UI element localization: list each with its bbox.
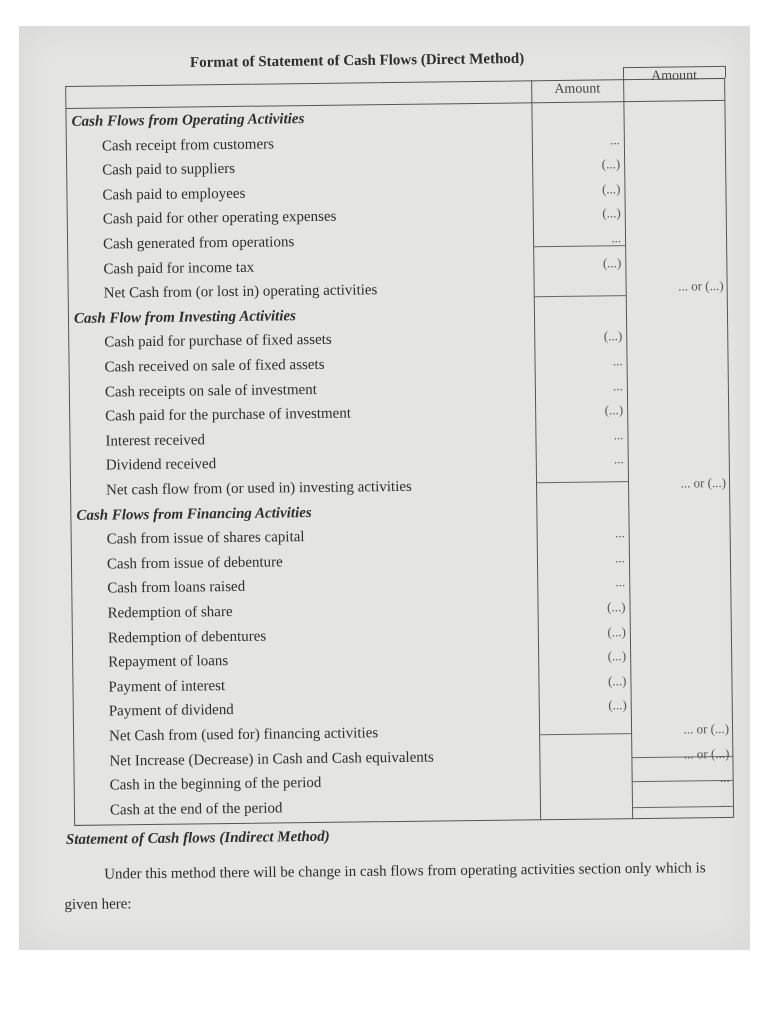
- amount-cell-1: ...: [611, 230, 622, 246]
- amount-cell-2: [626, 348, 724, 349]
- amount-cell-2: ...: [719, 770, 730, 786]
- row-label: Cash from issue of shares capital: [106, 529, 305, 548]
- amount-cell-1: (...): [607, 599, 626, 615]
- amount-cell-2: [630, 619, 728, 620]
- amount-cell-1: ...: [613, 451, 624, 467]
- amount-cell-2: ... or (...): [680, 474, 727, 491]
- row-label: Dividend received: [105, 456, 217, 474]
- amount-cell-2: ... or (...): [683, 745, 730, 762]
- amount-cell-1: (...): [603, 328, 623, 344]
- row-label: Payment of interest: [108, 677, 226, 696]
- amount-cell-2: [624, 176, 722, 177]
- amount-cell-2: [629, 594, 727, 595]
- amount-cell-2: [630, 668, 728, 669]
- row-label: Cash at the end of the period: [109, 800, 283, 819]
- amount-cell-2: [629, 520, 727, 521]
- row-label: Cash from issue of debenture: [106, 554, 283, 573]
- amount-cell-2: [624, 151, 722, 152]
- amount-cell-1: ...: [615, 549, 626, 566]
- amount-cell-1: (...): [607, 623, 626, 640]
- amount-cell-1: [540, 767, 628, 768]
- amount-cell-1: ...: [613, 427, 624, 443]
- amount-cell-2: [628, 446, 726, 447]
- amount-cell-1: (...): [602, 254, 622, 271]
- amount-cell-2: ... or (...): [683, 720, 730, 737]
- amount-cell-1: ...: [615, 574, 626, 590]
- row-label: Net Increase (Decrease) in Cash and Cash equivalents: [109, 749, 434, 770]
- amount-cell-2: [631, 692, 729, 693]
- amount-cell-2: [623, 102, 721, 103]
- amount-cell-1: [531, 103, 619, 104]
- statement-title: Format of Statement of Cash Flows (Direct Method): [189, 50, 525, 71]
- amount-cell-1: (...): [601, 181, 621, 197]
- amount-cell-1: (...): [602, 205, 621, 221]
- row-label: Redemption of share: [107, 603, 233, 622]
- amount-cell-1: (...): [601, 156, 621, 172]
- amount-cell-2: [624, 127, 722, 128]
- row-label: Cash paid for purchase of fixed assets: [104, 332, 332, 351]
- row-label: Cash paid to employees: [102, 185, 246, 204]
- amount-cell-1: [534, 300, 622, 301]
- amount-cell-2: [625, 225, 723, 226]
- row-label: Cash paid for income tax: [103, 259, 255, 278]
- amount-cell-2: [626, 299, 724, 300]
- row-label: Net Cash from (or lost in) operating activities: [103, 282, 378, 302]
- row-label: Net cash flow from (or used in) investing activities: [105, 478, 412, 499]
- row-label: Net Cash from (used for) financing activities: [108, 725, 379, 745]
- amount-cell-1: [539, 743, 627, 744]
- row-label: Cash from loans raised: [107, 579, 246, 597]
- amount-cell-2: [625, 200, 723, 201]
- amount-cell-2: ...: [720, 794, 731, 810]
- row-label: Cash paid to suppliers: [102, 161, 236, 179]
- amount-cell-2: [630, 643, 728, 644]
- row-label: Cash receipts on sale of investment: [104, 381, 318, 401]
- amount-cell-1: ...: [612, 353, 623, 369]
- row-label: Cash in the beginning of the period: [109, 775, 322, 794]
- indirect-method-heading: Statement of Cash flows (Indirect Method): [65, 828, 330, 848]
- row-label: Cash received on sale of fixed assets: [104, 356, 325, 376]
- indirect-method-paragraph: Under this method there will be change in cash flows from operating activities section only which is given here:: [64, 860, 706, 913]
- amount-cell-2: [627, 397, 725, 398]
- amount-cell-1: [536, 472, 624, 473]
- section-heading: Cash Flows from Operating Activities: [71, 111, 305, 130]
- cash-flow-table: [65, 66, 736, 839]
- row-label: Redemption of debentures: [107, 628, 267, 647]
- amount-cell-1: ...: [613, 377, 623, 393]
- amount-cell-1: (...): [607, 672, 627, 689]
- header-right-border: [725, 66, 726, 78]
- amount-cell-2: [629, 545, 727, 546]
- row-label: Cash receipt from customers: [101, 136, 275, 155]
- row-label: Repayment of loans: [108, 653, 229, 671]
- amount-cell-1: [536, 497, 624, 498]
- amount-cell-2: [626, 323, 724, 324]
- amount-cell-1: [540, 792, 628, 793]
- row-label: Interest received: [105, 432, 206, 450]
- amount-cell-1: (...): [604, 402, 624, 418]
- row-label: Payment of dividend: [108, 702, 234, 720]
- section-heading: Cash Flows from Financing Activities: [76, 504, 312, 524]
- amount-cell-2: [629, 569, 727, 570]
- row-label: Cash paid for the purchase of investment: [105, 405, 352, 425]
- section-heading: Cash Flow from Investing Activities: [73, 307, 297, 327]
- amount-cell-1: ...: [614, 525, 625, 541]
- amount-cell-2: [627, 373, 725, 374]
- amount-header-1: Amount: [554, 81, 601, 98]
- amount-header-2: Amount: [651, 68, 698, 84]
- row-label: Cash paid for other operating expenses: [102, 209, 337, 228]
- row-label: Cash generated from operations: [102, 234, 295, 253]
- amount-cell-1: (...): [607, 648, 627, 664]
- amount-cell-2: [627, 422, 725, 423]
- amount-cell-1: [534, 275, 622, 276]
- amount-cell-1: (...): [608, 697, 627, 713]
- amount-cell-1: ...: [609, 131, 620, 147]
- amount-cell-1: [539, 718, 627, 719]
- amount-cell-2: ... or (...): [678, 278, 724, 294]
- amount-cell-2: [628, 496, 726, 497]
- amount-cell-2: [625, 250, 723, 251]
